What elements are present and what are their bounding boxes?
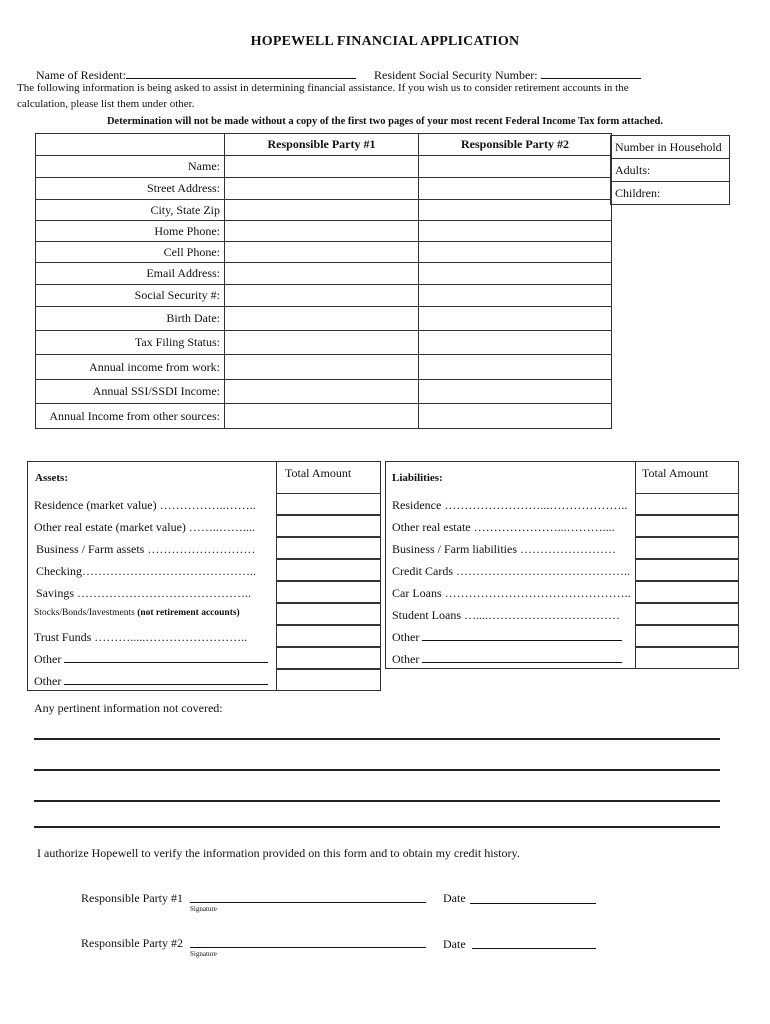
household-table [610, 135, 730, 205]
party-2-city-field[interactable] [419, 200, 612, 221]
liability-label-credit-cards: Credit Cards …………………………………….. [392, 564, 630, 578]
row-label-email: Email Address: [36, 263, 225, 285]
responsible-party-table [35, 133, 612, 429]
liability-label-residence: Residence ……………………...……………….. [392, 498, 628, 512]
party-2-income-work-field[interactable] [419, 355, 612, 380]
party-1-name-field[interactable] [225, 156, 419, 178]
party-table-corner [36, 134, 225, 156]
row-label-name: Name: [36, 156, 225, 178]
asset-amount-business[interactable] [276, 537, 381, 559]
intro-line-2: calculation, please list them under other. [17, 98, 195, 110]
asset-label-other-2 [34, 674, 268, 689]
party-2-birth-date-field[interactable] [419, 307, 612, 331]
pertinent-line-1[interactable] [34, 738, 720, 740]
party-2-ssi-field[interactable] [419, 380, 612, 404]
signature-line-party-2[interactable] [190, 947, 426, 948]
resident-name-row [36, 65, 356, 83]
row-label-tax-filing: Tax Filing Status: [36, 331, 225, 355]
household-header: Number in Household [611, 136, 730, 159]
party-1-cell-phone-field[interactable] [225, 242, 419, 263]
asset-label-stocks [34, 608, 240, 618]
liability-amount-credit-cards[interactable] [635, 559, 739, 581]
party-2-email-field[interactable] [419, 263, 612, 285]
asset-other-1-text: Other [34, 652, 62, 666]
liability-other-1-line[interactable] [422, 630, 622, 641]
asset-label-savings: Savings …………………………………….. [36, 586, 252, 600]
asset-amount-savings[interactable] [276, 581, 381, 603]
row-label-home-phone: Home Phone: [36, 221, 225, 242]
party-1-ssn-field[interactable] [225, 285, 419, 307]
liability-label-student-loans: Student Loans …....…………………………… [392, 608, 620, 622]
asset-amount-other-2[interactable] [276, 669, 381, 691]
party-1-header: Responsible Party #1 [225, 134, 419, 156]
party-2-street-field[interactable] [419, 178, 612, 200]
asset-other-1-line[interactable] [64, 652, 268, 663]
row-label-other-income: Annual Income from other sources: [36, 404, 225, 429]
row-label-street: Street Address: [36, 178, 225, 200]
assets-title: Assets: [35, 472, 68, 484]
liability-amount-car-loans[interactable] [635, 581, 739, 603]
liability-label-other-real-estate: Other real estate …………………...……….... [392, 520, 615, 534]
date-label-party-2: Date [443, 937, 466, 951]
pertinent-info-label: Any pertinent information not covered: [34, 701, 223, 715]
asset-label-other-1 [34, 652, 268, 667]
liability-amount-student-loans[interactable] [635, 603, 739, 625]
party-1-income-work-field[interactable] [225, 355, 419, 380]
liability-other-2-line[interactable] [422, 652, 622, 663]
party-1-home-phone-field[interactable] [225, 221, 419, 242]
pertinent-line-3[interactable] [34, 800, 720, 802]
liability-label-business: Business / Farm liabilities …………………… [392, 542, 616, 556]
pertinent-line-4[interactable] [34, 826, 720, 828]
asset-amount-other-real-estate[interactable] [276, 515, 381, 537]
party-2-cell-phone-field[interactable] [419, 242, 612, 263]
asset-label-checking: Checking…………………………………….. [36, 564, 256, 578]
party-2-name-field[interactable] [419, 156, 612, 178]
asset-amount-residence[interactable] [276, 493, 381, 515]
resident-ssn-row [374, 65, 641, 83]
liability-label-other-1 [392, 630, 622, 645]
row-label-city: City, State Zip [36, 200, 225, 221]
row-label-birth-date: Birth Date: [36, 307, 225, 331]
party-2-header: Responsible Party #2 [419, 134, 612, 156]
row-label-income-work: Annual income from work: [36, 355, 225, 380]
asset-stocks-note: (not retirement accounts) [137, 608, 240, 618]
party-1-street-field[interactable] [225, 178, 419, 200]
household-adults-field[interactable]: Adults: [611, 159, 730, 182]
liability-other-2-text: Other [392, 652, 420, 666]
row-label-cell-phone: Cell Phone: [36, 242, 225, 263]
liability-amount-other-real-estate[interactable] [635, 515, 739, 537]
signature-caption-party-1: Signature [190, 905, 217, 913]
date-label-party-1: Date [443, 891, 466, 905]
row-label-ssi-income: Annual SSI/SSDI Income: [36, 380, 225, 404]
asset-other-2-text: Other [34, 674, 62, 688]
party-1-email-field[interactable] [225, 263, 419, 285]
assets-total-header: Total Amount [285, 466, 352, 480]
asset-amount-stocks[interactable] [276, 603, 381, 625]
party-2-other-income-field[interactable] [419, 404, 612, 429]
asset-label-business: Business / Farm assets ……………………… [36, 542, 256, 556]
signature-label-party-1: Responsible Party #1 [81, 891, 183, 905]
asset-other-2-line[interactable] [64, 674, 268, 685]
resident-ssn-field[interactable] [541, 65, 641, 79]
party-2-ssn-field[interactable] [419, 285, 612, 307]
liability-other-1-text: Other [392, 630, 420, 644]
asset-amount-checking[interactable] [276, 559, 381, 581]
party-2-tax-filing-field[interactable] [419, 331, 612, 355]
party-1-other-income-field[interactable] [225, 404, 419, 429]
party-1-tax-filing-field[interactable] [225, 331, 419, 355]
asset-amount-other-1[interactable] [276, 647, 381, 669]
resident-name-label: Name of Resident: [36, 68, 126, 82]
asset-label-residence: Residence (market value) ……………..…….. [34, 498, 256, 512]
party-1-city-field[interactable] [225, 200, 419, 221]
resident-ssn-label: Resident Social Security Number: [374, 68, 538, 82]
signature-line-party-1[interactable] [190, 902, 426, 903]
determination-notice: Determination will not be made without a copy of the first two pages of your most recent Federal Income Tax form attached. [106, 116, 664, 127]
liability-amount-business[interactable] [635, 537, 739, 559]
asset-label-trust: Trust Funds ……….....…………………….. [34, 630, 248, 644]
household-children-field[interactable]: Children: [611, 182, 730, 205]
liabilities-title: Liabilities: [392, 472, 443, 484]
page-title: HOPEWELL FINANCIAL APPLICATION [250, 34, 520, 49]
party-1-ssi-field[interactable] [225, 380, 419, 404]
date-line-party-2[interactable] [472, 948, 596, 949]
liability-amount-other-1[interactable] [635, 625, 739, 647]
row-label-ssn: Social Security #: [36, 285, 225, 307]
liability-label-car-loans: Car Loans ……………………………………….. [392, 586, 631, 600]
liability-label-other-2 [392, 652, 622, 667]
party-2-home-phone-field[interactable] [419, 221, 612, 242]
signature-caption-party-2: Signature [190, 950, 217, 958]
liability-amount-residence[interactable] [635, 493, 739, 515]
signature-label-party-2: Responsible Party #2 [81, 936, 183, 950]
asset-stocks-text: Stocks/Bonds/Investments [34, 608, 135, 618]
asset-amount-trust[interactable] [276, 625, 381, 647]
date-line-party-1[interactable] [470, 903, 596, 904]
intro-line-1: The following information is being asked to assist in determining financial assistance. If you wish us to consider retirement accounts in the [17, 82, 629, 94]
asset-label-other-real-estate: Other real estate (market value) ……..…….... [34, 520, 255, 534]
resident-name-field[interactable] [126, 65, 356, 79]
authorization-text: I authorize Hopewell to verify the information provided on this form and to obtain my credit history. [37, 846, 520, 860]
pertinent-line-2[interactable] [34, 769, 720, 771]
party-1-birth-date-field[interactable] [225, 307, 419, 331]
liability-amount-other-2[interactable] [635, 647, 739, 669]
liabilities-total-header: Total Amount [642, 466, 709, 480]
